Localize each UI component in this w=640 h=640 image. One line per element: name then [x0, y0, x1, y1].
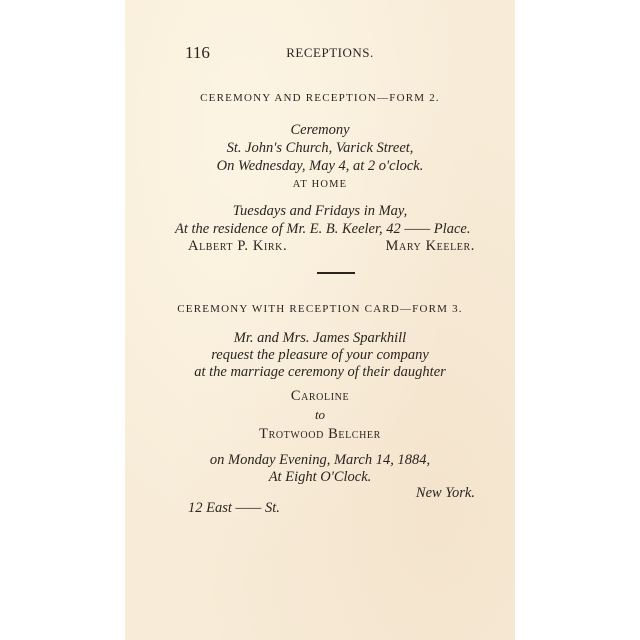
- form3-groom-name: Trotwood Belcher: [259, 426, 381, 442]
- form3-bride-name: Caroline: [290, 388, 350, 404]
- form3-date: on Monday Evening, March 14, 1884,: [209, 452, 431, 468]
- form2-church: St. John's Church, Varick Street,: [226, 140, 414, 156]
- form2-at-home-heading: AT HOME: [292, 179, 348, 190]
- form3-heading: CEREMONY WITH RECEPTION CARD—FORM 3.: [177, 303, 463, 315]
- book-page: [125, 0, 515, 640]
- form3-city: New York.: [415, 485, 475, 501]
- form2-groom-name: Albert P. Kirk.: [188, 238, 288, 254]
- form3-hosts: Mr. and Mrs. James Sparkhill: [233, 330, 407, 346]
- form3-address: 12 East —— St.: [188, 500, 280, 516]
- form2-residence: At the residence of Mr. E. B. Keeler, 42 —— Place.: [175, 221, 471, 237]
- form2-bride-name: Mary Keeler.: [385, 238, 475, 254]
- form2-heading: CEREMONY AND RECEPTION—FORM 2.: [200, 92, 440, 104]
- form3-time: At Eight O'Clock.: [268, 469, 372, 485]
- form3-to: to: [314, 407, 326, 422]
- running-head: RECEPTIONS.: [286, 45, 374, 60]
- page-number: 116: [185, 43, 210, 62]
- form3-request: request the pleasure of your company: [211, 347, 429, 363]
- form3-occasion: at the marriage ceremony of their daughter: [194, 364, 446, 380]
- form2-ceremony-label: Ceremony: [290, 122, 350, 138]
- form2-date: On Wednesday, May 4, at 2 o'clock.: [216, 158, 424, 174]
- section-divider: [317, 272, 355, 274]
- form2-at-home-days: Tuesdays and Fridays in May,: [232, 203, 408, 219]
